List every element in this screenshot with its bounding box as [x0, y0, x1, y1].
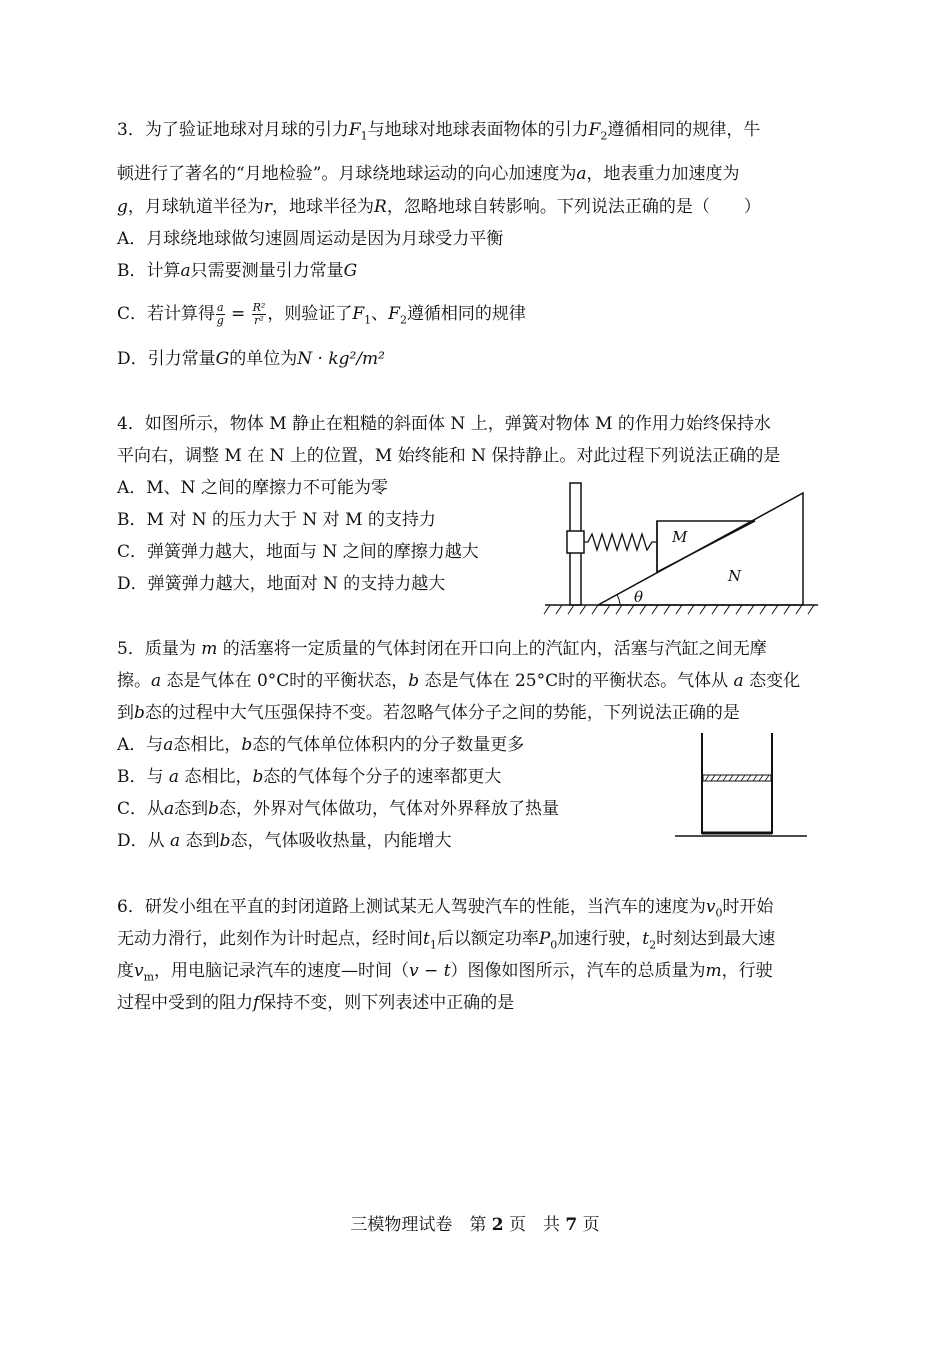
- numerator: R²: [252, 301, 266, 314]
- fraction-a-over-g: [216, 302, 225, 327]
- q5-stem-line2: [117, 669, 800, 693]
- text: B．M 对 N 的压力大于 N 对 M 的支持力: [117, 510, 436, 530]
- text: 三模物理试卷 第: [350, 1215, 492, 1235]
- var-F1: F: [352, 304, 365, 324]
- text: 3．为了验证地球对月球的引力: [117, 120, 349, 140]
- text: 态到: [180, 831, 220, 851]
- q3-option-d: [117, 347, 385, 371]
- incline-n: [598, 493, 803, 605]
- var-m: m: [705, 961, 722, 981]
- var-a: a: [170, 831, 181, 851]
- q5-option-a: [117, 733, 524, 757]
- q5-stem-line1: [117, 637, 767, 661]
- text: 到: [117, 703, 134, 723]
- denominator: g: [216, 314, 224, 327]
- var-a: a: [151, 671, 162, 691]
- var-b: b: [219, 831, 231, 851]
- text: 度: [117, 961, 134, 981]
- text: C．从: [117, 799, 165, 819]
- label-theta: θ: [634, 588, 644, 606]
- text: 态，外界对气体做功，气体对外界释放了热量: [219, 799, 560, 819]
- text: B．计算: [117, 261, 181, 281]
- text: 4．如图所示，物体 M 静止在粗糙的斜面体 N 上，弹簧对物体 M 的作用力始终保持水: [117, 414, 771, 434]
- q4-option-a: [117, 476, 388, 500]
- var-b: b: [208, 799, 220, 819]
- text: 保持不变，则下列表述中正确的是: [259, 993, 515, 1013]
- incline-spring-figure: [540, 478, 825, 618]
- text: 与地球对地球表面物体的引力: [367, 120, 589, 140]
- q4-stem-line1: [117, 412, 771, 436]
- text: ，用电脑记录汽车的速度—时间（: [154, 961, 410, 981]
- text: 后以额定功率: [436, 929, 539, 949]
- var-b: b: [134, 703, 145, 723]
- text: A．月球绕地球做匀速圆周运动是因为月球受力平衡: [117, 229, 504, 249]
- denominator: r²: [254, 314, 264, 327]
- q4-option-b: [117, 508, 436, 532]
- spring-mount: [567, 531, 584, 553]
- page-footer: [0, 1210, 950, 1235]
- q5-stem-line3: [117, 701, 740, 725]
- q3-option-b: [117, 259, 357, 283]
- text: ）图像如图所示，汽车的总质量为: [450, 961, 706, 981]
- var-a: a: [164, 799, 175, 819]
- page-total: 7: [565, 1215, 578, 1235]
- q3-option-c: [117, 302, 526, 332]
- q5-option-c: [117, 797, 559, 821]
- text: ，行驶: [721, 961, 773, 981]
- text: 态相比，: [179, 767, 253, 787]
- var-a: a: [168, 767, 180, 787]
- text: ，忽略地球自转影响。下列说法正确的是（ ）: [386, 197, 761, 217]
- text: 遵循相同的规律: [406, 304, 526, 324]
- text: A．与: [117, 735, 164, 755]
- text: 页 共: [503, 1215, 566, 1235]
- text: 态的气体每个分子的速率都更大: [263, 767, 502, 787]
- q3-stem-line2: [117, 162, 740, 186]
- text: C．弹簧弹力越大，地面与 N 之间的摩擦力越大: [117, 542, 479, 562]
- var-r: r: [263, 197, 273, 217]
- text: ，则验证了: [267, 304, 353, 324]
- unit-expression: N · kg²/m²: [297, 349, 385, 369]
- text: 只需要测量引力常量: [190, 261, 344, 281]
- angle-arc: [617, 595, 620, 605]
- var-b: b: [241, 735, 253, 755]
- sub: 2: [600, 129, 608, 143]
- label-m: M: [672, 528, 688, 546]
- text: B．与: [117, 767, 169, 787]
- page-number: 2: [491, 1215, 504, 1235]
- text: 5．质量为: [117, 639, 202, 659]
- text: ，月球轨道半径为: [127, 197, 264, 217]
- text: 过程中受到的阻力: [117, 993, 253, 1013]
- var-b: b: [408, 671, 420, 691]
- q6-stem-line1: [117, 895, 773, 925]
- text: 态相比，: [173, 735, 242, 755]
- text: 态的过程中大气压强保持不变。若忽略气体分子之间的势能，下列说法正确的是: [144, 703, 740, 723]
- q3-option-a: [117, 227, 503, 251]
- var-t1: t: [423, 929, 430, 949]
- var-a: a: [163, 735, 174, 755]
- sub: 1: [360, 129, 368, 143]
- var-m: m: [201, 639, 218, 659]
- sub: 2: [399, 313, 407, 327]
- text: 时刻达到最大速: [656, 929, 776, 949]
- text: D．弹簧弹力越大，地面对 N 的支持力越大: [117, 574, 446, 594]
- var-F2: F: [588, 120, 601, 140]
- q3-stem-line1: [117, 118, 760, 148]
- label-n: N: [728, 567, 742, 585]
- var-v-t: v − t: [409, 961, 451, 981]
- var-G: G: [215, 349, 230, 369]
- text: 、: [371, 304, 389, 324]
- ground-hatching: [544, 605, 814, 614]
- text: 的活塞将一定质量的气体封闭在开口向上的汽缸内，活塞与汽缸之间无摩: [217, 639, 767, 659]
- text: C．若计算得: [117, 304, 216, 324]
- q3-stem-line3: [117, 195, 761, 219]
- text: 的单位为: [229, 349, 298, 369]
- sub: 1: [429, 938, 437, 952]
- text: 平向右，调整 M 在 N 上的位置，M 始终能和 N 保持静止。对此过程下列说法正确的是: [117, 446, 781, 466]
- var-a: a: [576, 164, 587, 184]
- var-P0: P: [538, 929, 551, 949]
- text: 时开始: [722, 897, 774, 917]
- text: 态是气体在 0°C时的平衡状态，: [161, 671, 409, 691]
- q4-option-c: [117, 540, 479, 564]
- equals-sign: =: [225, 304, 251, 324]
- var-b: b: [252, 767, 264, 787]
- text: 态是气体在 25°C时的平衡状态。气体从: [419, 671, 734, 691]
- var-F2: F: [388, 304, 400, 324]
- q6-stem-line3: [117, 959, 773, 989]
- q5-option-d: [117, 829, 451, 853]
- text: 态的气体单位体积内的分子数量更多: [252, 735, 525, 755]
- var-G: G: [343, 261, 358, 281]
- var-t2: t: [642, 929, 650, 949]
- q6-stem-line4: [117, 991, 514, 1015]
- text: 无动力滑行，此刻作为计时起点，经时间: [117, 929, 423, 949]
- q5-option-b: [117, 765, 501, 789]
- var-vm: v: [134, 961, 144, 981]
- var-F1: F: [348, 120, 361, 140]
- q4-option-d: [117, 572, 445, 596]
- text: 加速行驶，: [557, 929, 643, 949]
- var-v0: v: [705, 897, 716, 917]
- sub: 0: [550, 938, 558, 952]
- var-R: R: [374, 197, 387, 217]
- text: D．从: [117, 831, 171, 851]
- text: 态变化: [743, 671, 801, 691]
- numerator: a: [217, 301, 224, 314]
- sub: m: [143, 970, 155, 984]
- text: 6．研发小组在平直的封闭道路上测试某无人驾驶汽车的性能，当汽车的速度为: [117, 897, 706, 917]
- text: ，地表重力加速度为: [586, 164, 740, 184]
- q4-stem-line2: [117, 444, 780, 468]
- text: 顿进行了著名的“月地检验”。月球绕地球运动的向心加速度为: [117, 164, 577, 184]
- text: 页: [577, 1215, 600, 1235]
- var-g: g: [117, 197, 128, 217]
- var-a: a: [733, 671, 744, 691]
- text: 态，气体吸收热量，内能增大: [230, 831, 452, 851]
- q6-stem-line2: [117, 927, 775, 957]
- text: A．M、N 之间的摩擦力不可能为零: [117, 478, 388, 498]
- text: 态到: [174, 799, 209, 819]
- text: D．引力常量: [117, 349, 216, 369]
- cylinder-piston-figure: [675, 730, 810, 840]
- var-a: a: [180, 261, 191, 281]
- sub: 0: [715, 906, 723, 920]
- text: 遵循相同的规律，牛: [607, 120, 761, 140]
- fraction-R2-over-r2: [252, 302, 267, 327]
- text: 擦。: [117, 671, 151, 691]
- text: ，地球半径为: [272, 197, 375, 217]
- var-f: f: [253, 993, 260, 1013]
- sub: 1: [364, 313, 372, 327]
- sub: 2: [649, 938, 657, 952]
- spring: [584, 534, 657, 550]
